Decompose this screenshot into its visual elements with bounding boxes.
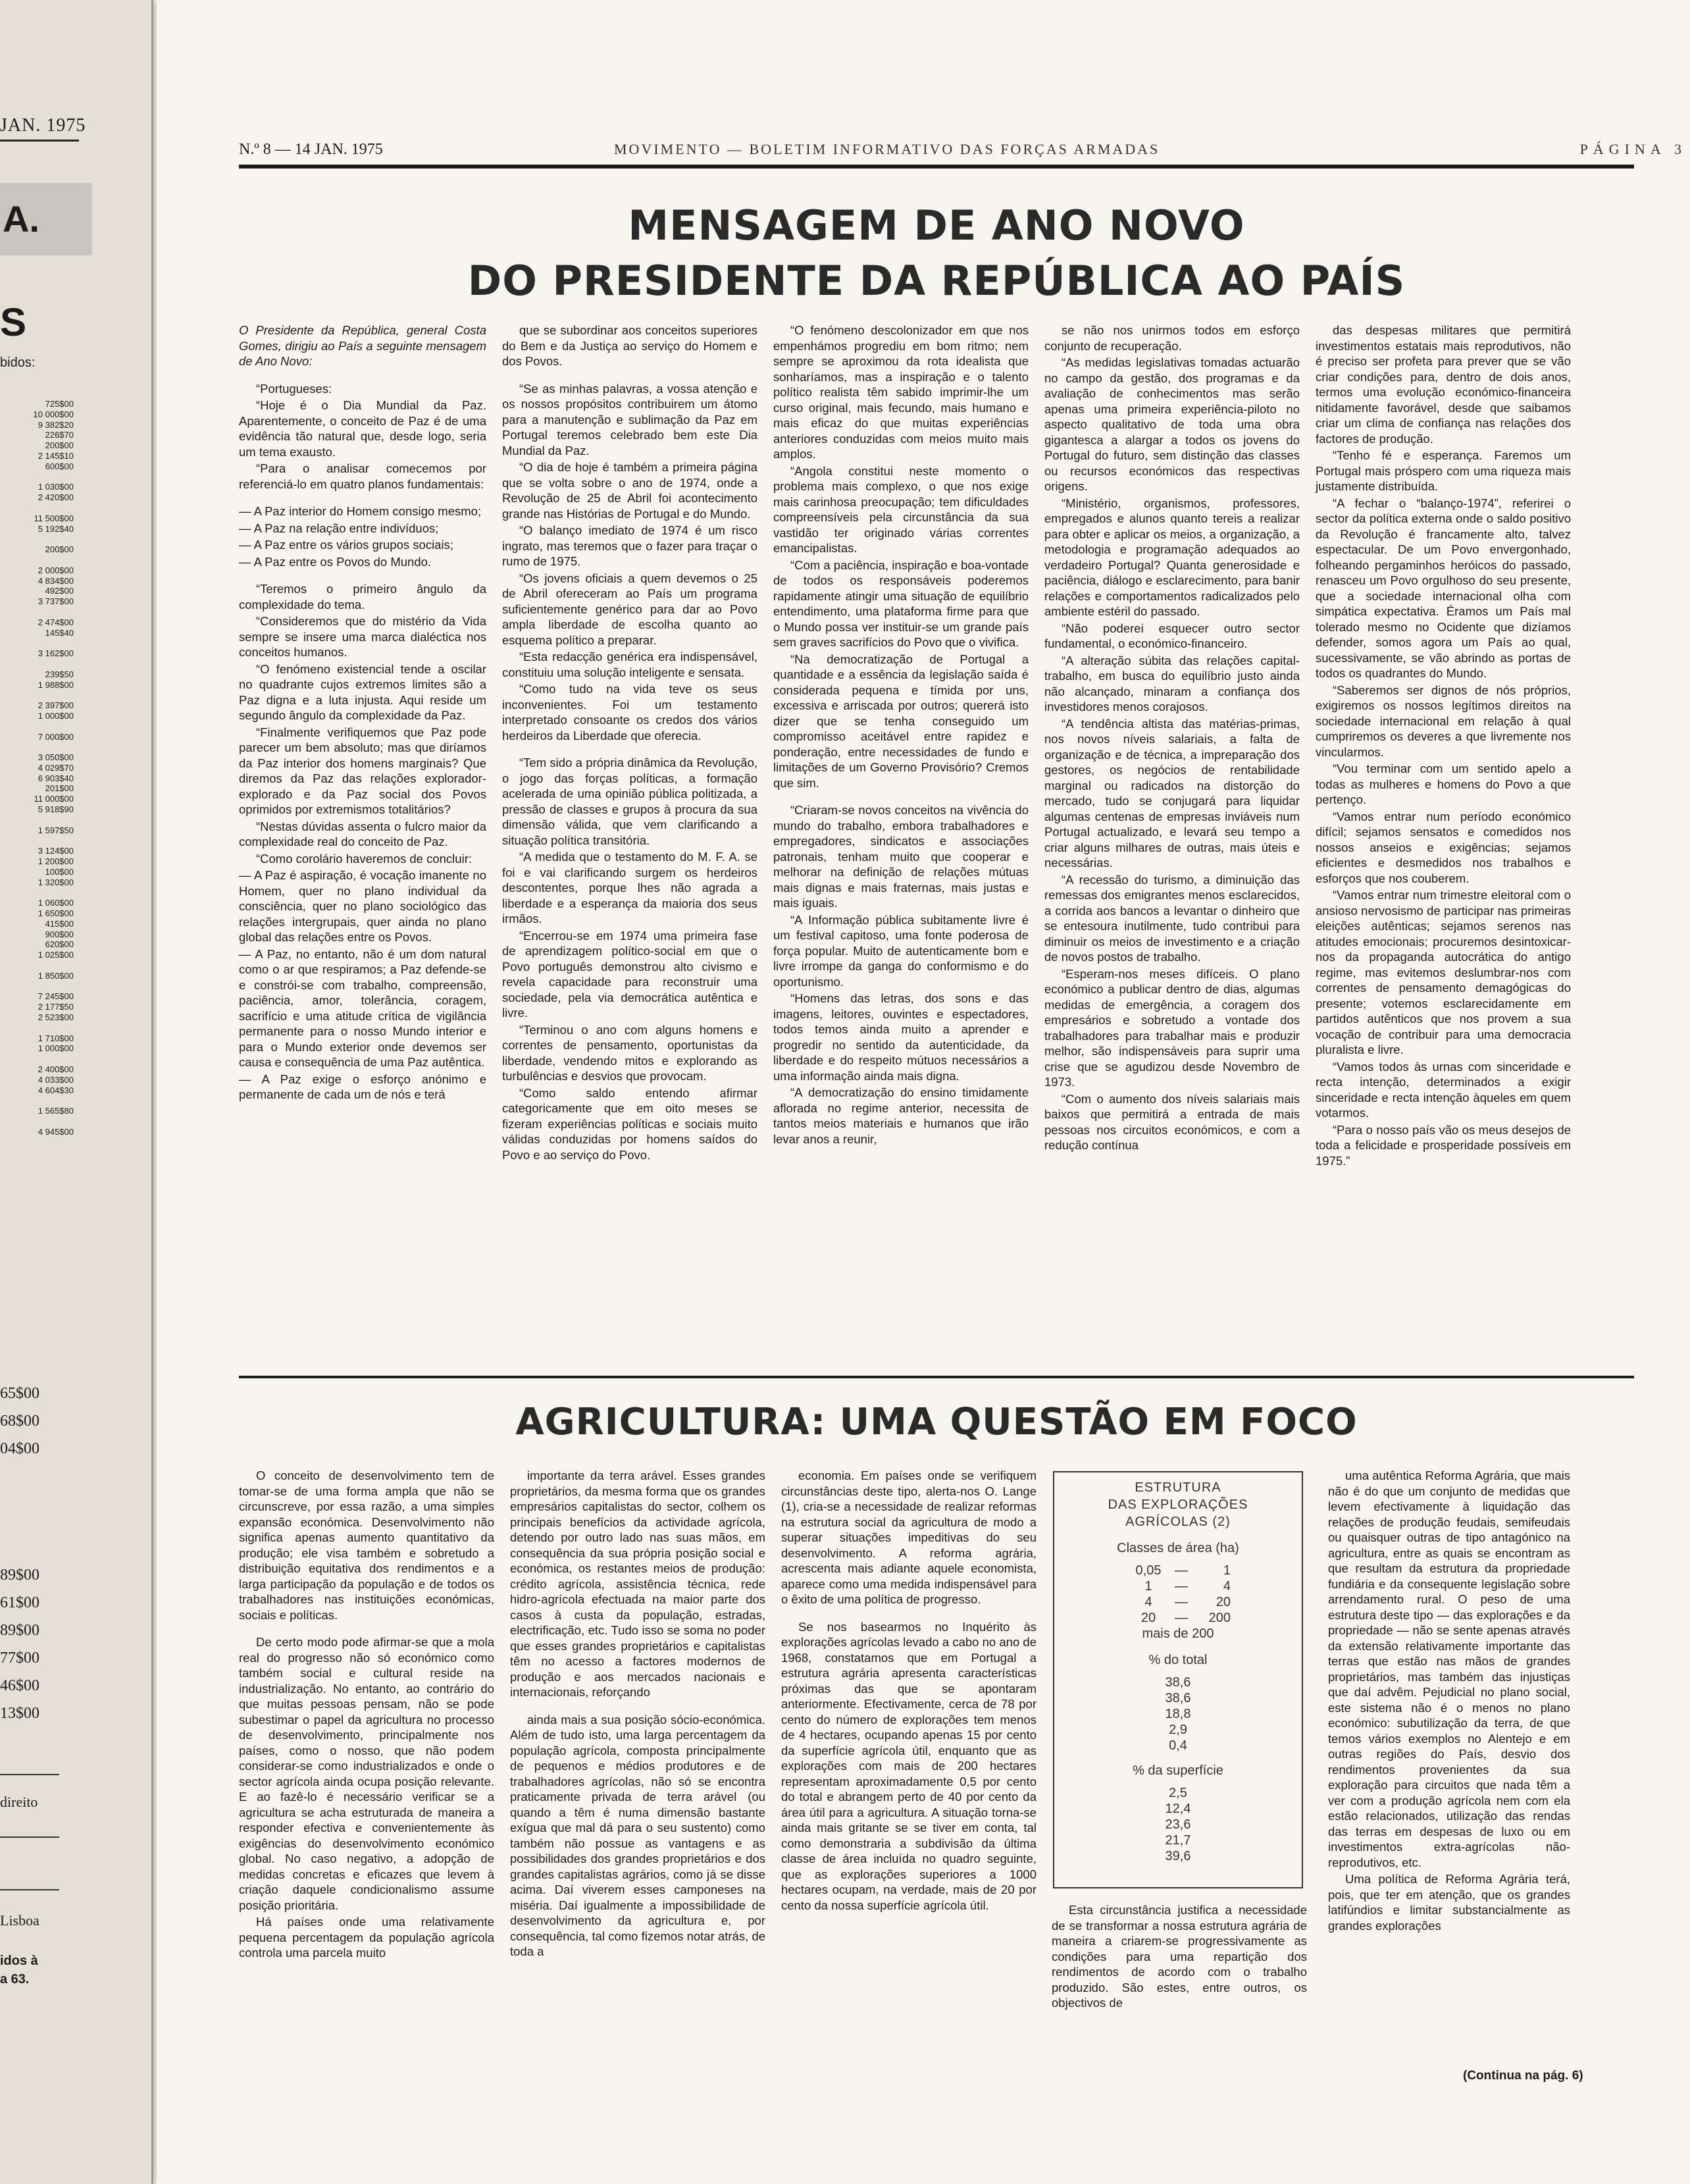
newspaper-page	[157, 0, 1690, 2184]
previous-page-number: 100$00	[45, 866, 74, 877]
class-to: 200	[1208, 1611, 1231, 1625]
paragraph: ainda mais a sua posição sócio-económica. Além de tudo isto, uma larga percentagem da população agrícola, composta principalmente de pequenos e médios produtores e de trabalhadores agrícolas, não só se encontra praticamente privada de terra arável (ou quando a têm é numa dimensão bastante exígua que mal dá para o seu sustento) como também não possue as vantagens e as possibilidades dos grandes proprietários e dos grandes capitalistas agrários, como já se disse acima. Daí viverem esses camponeses na miséria. Daí igualmente a impossibilidade de desenvolvimento da agricultura e, por consequência, tal como fizemos notar atrás, de toda a	[510, 1712, 765, 1958]
previous-page-number: 1 597$50	[38, 825, 74, 835]
previous-page-number	[34, 815, 74, 825]
table-value: 2,9	[1169, 1723, 1187, 1737]
previous-page-number	[34, 721, 74, 732]
paragraph: — A Paz entre os vários grupos sociais;	[239, 538, 453, 552]
paragraph: “Como tudo na vida teve os seus inconvenientes. Foi um testamento interpretado consoante os credos dos vários herdeiros da Liberdade que oferecia.	[502, 682, 757, 742]
article2-column-3	[781, 1468, 1037, 1914]
article2-column-4	[1052, 1902, 1307, 2012]
previous-page-amounts	[0, 1380, 39, 1727]
class-from: 4	[1144, 1595, 1152, 1609]
previous-page-footnote	[0, 1952, 38, 1989]
paragraph: — A Paz na relação entre indivíduos;	[239, 521, 439, 535]
previous-page-amount: 04$00	[0, 1440, 39, 1457]
previous-page-word-lisboa: Lisboa	[0, 1912, 39, 1929]
previous-page-number: 4 604$30	[38, 1085, 74, 1095]
paragraph: Se nos basearmos no Inquérito às explorações agrícolas levado a cabo no ano de 1968, constatamos que em Portugal a estrutura agrária apresenta características próximas das que se apontaram anteriormente. Efectivamente, cerca de 78 por cento do número de explorações tem menos de 4 hectares, ocupando apenas 15 por cento da superfície agrícola útil, enquanto que as explorações com mais de 200 hectares representam aproximadamente 0,5 por cento do total e abrangem perto de 40 por cento da área útil para a agricultura. A situação torna-se ainda mais gritante se se tiver em conta, tal como demonstraria a subdivisão da última classe de área incluída no quadro seguinte, que as explorações superiores a 1000 hectares ocupam, na verdade, mais de 20 por cento da nossa superfície agrícola útil.	[781, 1619, 1037, 1912]
previous-page-rule	[0, 140, 79, 142]
paragraph: “A Informação pública subitamente livre é um festival capitoso, uma fonte poderosa de força popular. Muito de autenticamente bom e livre irrompe da ganga do conformismo e do oportunismo.	[773, 912, 1029, 989]
previous-page-number: 9 382$20	[38, 419, 74, 430]
previous-page-number: 1 650$00	[38, 908, 74, 919]
previous-page-number: 1 000$00	[38, 1043, 74, 1054]
previous-page-amount: 13$00	[0, 1705, 39, 1722]
paragraph: “Esta redacção genérica era indispensável, constituiu uma solução inteligente e sensata.	[502, 650, 757, 679]
table-title-line: ESTRUTURA	[1135, 1480, 1221, 1495]
previous-page-number: 2 000$00	[38, 565, 74, 575]
previous-page-number: 4 029$70	[38, 762, 74, 773]
previous-page-number: 620$00	[45, 939, 74, 950]
article1-headline-line1: MENSAGEM DE ANO NOVO	[628, 201, 1245, 249]
previous-page-number: 2 523$00	[38, 1012, 74, 1023]
article2-headline: AGRICULTURA: UMA QUESTÃO EM FOCO	[515, 1401, 1358, 1443]
paragraph: “Tenho fé e esperança. Faremos um Portugal mais próspero com uma riqueza mais justamente distribuída.	[1316, 448, 1571, 493]
previous-page-number: 10 000$00	[33, 409, 74, 419]
paragraph: “A tendência altista das matérias-primas, nos novos níveis salariais, a falta de organização e de técnica, a impreparação dos gestores, os negócios de rentabilidade marginal ou radicados na distorção do mercado, tudo se conjugará para liquidar algumas centenas de empresas inviáveis num Portugal actualizado, e levará seu tempo a criar alguns milhares de outras, mais úteis e necessárias.	[1044, 716, 1300, 870]
table-classes-label: Classes de área (ha)	[1117, 1541, 1239, 1555]
previous-page-number	[34, 981, 74, 992]
previous-page-number: 4 945$00	[38, 1126, 74, 1137]
previous-page-number: 3 737$00	[38, 596, 74, 607]
previous-page-number	[34, 472, 74, 482]
previous-page-number: 3 050$00	[38, 752, 74, 763]
previous-page-divider	[0, 1889, 59, 1890]
previous-page-number: 1 320$00	[38, 877, 74, 887]
previous-page-number: 3 124$00	[38, 846, 74, 856]
table-classes	[1054, 1562, 1302, 1625]
previous-page-number: 2 397$00	[38, 700, 74, 711]
previous-page-number	[34, 1095, 74, 1106]
paragraph: “Como saldo entendo afirmar categoricamente que em oito meses se fizeram experiências políticas e sociais muito válidas conduzidas por homens saídos do Povo e ao serviço do Povo.	[502, 1085, 757, 1162]
previous-page-edge	[0, 0, 153, 2184]
paragraph: “Com a paciência, inspiração e boa-vontade de todos os responsáveis poderemos rapidamente atingir uma situação de equilíbrio entendimento, uma plataforma firme para que o Mundo possa ver instituir-se um grande país sem graves sacrifícios do Povo que o vivifica.	[773, 558, 1029, 649]
previous-page-number: 2 145$10	[38, 450, 74, 461]
previous-page-divider	[0, 1836, 59, 1838]
previous-page-number: 1 988$00	[38, 679, 74, 690]
paragraph: “Vamos todos às urnas com sinceridade e recta intenção, determinados a exigir sinceridade e recta intenção àqueles em quem votarmos.	[1316, 1059, 1571, 1120]
table-value: 18,8	[1165, 1707, 1191, 1721]
paragraph: economia. Em países onde se verifiquem circunstâncias deste tipo, alerta-nos O. Lange (1), cria-se a necessidade de realizar reformas na estrutura social da agricultura de modo a superar situações impeditivas do seu desenvolvimento. A reforma agrária, acrescenta mais adiante aquele economista, aparece como uma medida indispensável para o êxito de uma política de progresso.	[781, 1469, 1037, 1606]
class-dash: —	[1175, 1563, 1188, 1578]
paragraph: “Vamos entrar num período económico difícil; sejamos sensatos e comedidos nos nossos anseios e exigências; sejamos eficientes e desmedidos nos trabalhos e esforços que nos couberem.	[1316, 809, 1571, 885]
paragraph: “Para o nosso país vão os meus desejos de toda a felicidade e prosperidade possíveis em 1975.”	[1316, 1122, 1571, 1168]
previous-page-number: 200$00	[45, 544, 74, 555]
paragraph: Uma política de Reforma Agrária terá, pois, que ter em atenção, que os grandes latifúndios e limitar substancialmente as grandes explorações	[1328, 1872, 1570, 1933]
class-from: 0,05	[1135, 1563, 1162, 1578]
article1-column-4	[1044, 323, 1300, 1155]
previous-page-number: 11 000$00	[34, 794, 74, 804]
article2-column-5	[1328, 1468, 1570, 1935]
class-from: 20	[1140, 1611, 1156, 1625]
paragraph: “Na democratização de Portugal a quantidade e a essência da legislação saída é considerada pequena e tímida por uns, excessiva e arriscada por outros; quererá isto dizer que se tenha conseguido um compromisso aceitável entre rapidez e ponderação, entre necessidades de fundo e limitações de um Governo Provisório? Cremos que sim.	[773, 652, 1029, 790]
previous-page-amount: 61$00	[0, 1594, 39, 1611]
article2-column-1	[239, 1468, 494, 1962]
previous-page-number: 1 850$00	[38, 970, 74, 981]
table-title-line: AGRÍCOLAS (2)	[1125, 1515, 1231, 1529]
previous-page-amount: 89$00	[0, 1567, 39, 1584]
previous-page-amount: 77$00	[0, 1650, 39, 1667]
paragraph: “Criaram-se novos conceitos na vivência do mundo do trabalho, embora trabalhadores e empregadores, sindicatos e associações patronais, tenham muito que cooperar e melhorar na definição de relações mútuas mais dignas e mais fraternas, mais justas e mais iguais.	[773, 803, 1029, 910]
previous-page-number: 492$00	[45, 586, 74, 596]
article1-column-5	[1316, 323, 1571, 1170]
previous-page-number	[34, 742, 74, 752]
previous-page-amount: 65$00	[0, 1385, 39, 1402]
previous-page-number: 1 565$80	[38, 1106, 74, 1116]
previous-page-number	[34, 534, 74, 544]
paragraph: “Terminou o ano com alguns homens e correntes de pensamento, oportunistas da liberdade, vendendo mitos e explorando as turbulências e desvios que provocam.	[502, 1022, 757, 1083]
previous-page-number: 201$00	[45, 783, 74, 794]
paragraph: “Os jovens oficiais a quem devemos o 25 de Abril ofereceram ao País um programa suficientemente genérico para dar ao Povo ampla liberdade de escolha quanto ao esquema político a preparar.	[502, 571, 757, 647]
footnote-line: a 63.	[0, 1972, 30, 1987]
article1-column-3	[773, 323, 1029, 1148]
previous-page-amount: 68$00	[0, 1413, 39, 1430]
paragraph: “A medida que o testamento do M. F. A. se foi e vai clarificando surgem os herdeiros descontentes, porque lhes não agrada a liberdade e a esperança da maioria dos seus irmãos.	[502, 850, 757, 925]
previous-page-number	[34, 690, 74, 700]
table-area-label: % da superfície	[1133, 1763, 1223, 1778]
previous-page-divider	[0, 1774, 59, 1775]
paragraph: “Se as minhas palavras, a vossa atenção e os nossos propósitos contribuirem um átomo para a manutenção e sublimação da Paz em Portugal teremos celebrado bem este Dia Mundial da Paz.	[502, 381, 757, 457]
previous-page-number	[34, 638, 74, 648]
page-header	[239, 141, 1690, 167]
table-title	[1054, 1479, 1302, 1530]
header-rule	[239, 165, 1634, 169]
previous-page-number: 1 060$00	[38, 898, 74, 908]
table-value: 23,6	[1165, 1817, 1191, 1832]
previous-page-number: 5 192$40	[38, 523, 74, 534]
previous-page-number: 1 025$00	[38, 950, 74, 960]
previous-page-number: 200$00	[45, 440, 74, 451]
table-area-values	[1054, 1784, 1302, 1863]
table-title-line: DAS EXPLORAÇÕES	[1108, 1497, 1248, 1512]
paragraph: “Tem sido a própria dinâmica da Revolução, o jogo das forças políticas, a formação acelerada de uma opinião pública politizada, a pressão de classes e grupos à procura da sua dimensão válida, que vem clarificando a situação política transitória.	[502, 756, 757, 847]
paragraph: “Portugueses:	[256, 381, 332, 396]
article1-column-1-text	[239, 381, 486, 1103]
paragraph: “Vamos entrar num trimestre eleitoral com o ansioso nervosismo de participar nas primeiras eleições autênticas; sejamos serenos nas atitudes emocionais; procuremos desintoxicar-nos da propaganda autocrática do antigo regime, mas evitemos deslumbrar-nos com correntes de pensamento demagógicas do presente; votemos esclarecidamente em partidos autênticos que nos provem a sua vocação de contribuir para uma democracia pluralista e livre.	[1316, 888, 1571, 1056]
table-total-values	[1054, 1674, 1302, 1753]
class-from: 1	[1144, 1579, 1152, 1594]
paragraph: “As medidas legislativas tomadas actuarão no campo da gestão, dos programas e da avaliação de conhecimentos mas serão apenas uma primeira experiência-piloto no aspecto qualitativo de toda uma obra gigantesca a alargar a todos os jovens do Portugal do futuro, sem distinção das classes ou recursos económicos das respectivas origens.	[1044, 355, 1300, 493]
class-to: 1	[1223, 1563, 1231, 1578]
paragraph: Há países onde uma relativamente pequena percentagem da população agrícola controla uma parcela muito	[239, 1915, 494, 1960]
paragraph: — A Paz exige o esforço anónimo e permanente de cada um de nós e terá	[239, 1072, 486, 1101]
paragraph: “Encerrou-se em 1974 uma primeira fase de aprendizagem político-social em que o Povo português demonstrou alto civismo e revela capacidade para reconstruir uma sociedade, pela via democrática autêntica e livre.	[502, 928, 757, 1020]
previous-page-number: 239$50	[45, 669, 74, 679]
previous-page-number: 6 903$40	[38, 773, 74, 783]
class-dash: —	[1175, 1595, 1188, 1609]
paragraph: “Angola constitui neste momento o problema mais complexo, o que nos exige mais carinhosa preocupação; tem dificuldades compreensíveis pela circunstância da sua vastidão ter originado várias correntes emancipalistas.	[773, 463, 1029, 555]
previous-page-number	[34, 960, 74, 971]
previous-page-heading-s: S	[0, 300, 27, 344]
class-to: 20	[1216, 1595, 1231, 1609]
previous-page-number: 5 918$90	[38, 804, 74, 815]
paragraph: que se subordinar aos conceitos superiores do Bem e da Justiça ao serviço do Homem e dos Povos.	[502, 323, 757, 368]
page-number: PÁGINA 3	[1579, 141, 1687, 157]
previous-page-number: 3 162$00	[38, 648, 74, 659]
previous-page-amount: 89$00	[0, 1622, 39, 1639]
previous-page-date: JAN. 1975	[0, 115, 86, 136]
paragraph: “Nestas dúvidas assenta o fulcro maior da complexidade real do conceito de Paz.	[239, 819, 486, 848]
footnote-line: idos à	[0, 1954, 38, 1968]
previous-page-number: 1 200$00	[38, 856, 74, 867]
paragraph: “Esperam-nos meses difíceis. O plano económico a publicar dentro de dias, algumas medidas de emergência, a coragem dos empresários e sobretudo a vontade dos trabalhadores para trabalhar mais e produzir melhor, são indispensáveis para suprir uma crise que se agudizou desde Novembro de 1973.	[1044, 966, 1300, 1089]
table-total-label: % do total	[1148, 1653, 1208, 1667]
agriculture-structure-table	[1053, 1471, 1303, 1888]
paragraph: “Hoje é o Dia Mundial da Paz. Aparentemente, o conceito de Paz é de uma evidência tão natural que, desde logo, seria um tema exausto.	[239, 398, 486, 459]
class-dash: —	[1175, 1611, 1188, 1625]
paragraph: “Teremos o primeiro ângulo da complexidade do tema.	[239, 582, 486, 611]
paragraph: “Vou terminar com um sentido apelo a todas as mulheres e homens do Povo a que pertenço.	[1316, 762, 1571, 806]
paragraph: — A Paz é aspiração, é vocação imanente no Homem, quer no plano individual da consciência, quer no plano sociológico das relações intergrupais, quer ainda no plano global das relações entre os Povos.	[239, 868, 486, 944]
article1-headline-line2: DO PRESIDENTE DA REPÚBLICA AO PAÍS	[467, 257, 1406, 305]
paragraph: “A democratização do ensino timidamente aflorada no regime anterior, necessita de tantos meios materiais e humanos que irão levar anos a reunir,	[773, 1085, 1029, 1146]
previous-page-number	[34, 887, 74, 898]
previous-page-number: 7 245$00	[38, 991, 74, 1002]
previous-page-numbers	[34, 399, 74, 1137]
paragraph: O conceito de desenvolvimento tem de tomar-se de uma forma ampla que não se circunscreve, por essa razão, a uma simples expansão económica. Desenvolvimento não significa apenas aumento quantitativo da produção; ele visa também e sobretudo a distribuição equitativa dos rendimentos e a larga participação da população e de todos os trabalhadores nas instituições económicas, sociais e políticas.	[239, 1469, 494, 1622]
previous-page-number	[34, 1023, 74, 1033]
paragraph: — A Paz, no entanto, não é um dom natural como o ar que respiramos; a Paz defende-se e constrói-se com trabalho, compreensão, paciência, amor, tolerância, coragem, sacrifício e uma atitude crítica de vigilância permanente para o nosso Mundo interior e para o Mundo exterior onde devemos ser causa e consequência de uma Paz autêntica.	[239, 947, 486, 1069]
table-value: 38,6	[1165, 1675, 1191, 1690]
previous-page-number	[34, 503, 74, 513]
table-class-row	[1054, 1562, 1302, 1578]
previous-page-number: 415$00	[45, 918, 74, 929]
paragraph: se não nos unirmos todos em esforço conjunto de recuperação.	[1044, 323, 1300, 353]
previous-page-amount: 46$00	[0, 1677, 39, 1694]
article1-intro: O Presidente da República, general Costa Gomes, dirigiu ao País a seguinte mensagem de Ano Novo:	[239, 323, 486, 368]
section-separator	[239, 1376, 1634, 1378]
article2-column-2	[510, 1468, 765, 1961]
paragraph: “A fechar o “balanço-1974”, referirei o sector da política externa onde o saldo positivo da Revolução é francamente alto, talvez espectacular. De um Povo envergonhado, folheando pergaminhos heróicos do passado, renasceu um Povo orgulhoso do seu presente, que a sociedade internacional olha com simpática expectativa. Éramos um País mal tolerado mesmo no Ocidente que dizíamos defender, somos agora um País ao qual, sucessivamente, se vão abrindo as portas de todos os quadrantes do Mundo.	[1316, 496, 1571, 680]
previous-page-number: 1 000$00	[38, 710, 74, 721]
continued-note: (Continua na pág. 6)	[1463, 2069, 1583, 2083]
previous-page-number: 226$70	[45, 430, 74, 440]
previous-page-number: 4 834$00	[38, 575, 74, 586]
paragraph: “O fenómeno descolonizador em que nos empenhámos progrediu em bom ritmo; nem sempre se aproximou da rota idealista que sonharíamos, mas a inspiração e o talento político realista têm sabido imprimir-lhe um curso original, mais fecundo, mais humano e mais eficaz do que muitas experiências anteriores conduzidas com meios muito mais amplos.	[773, 323, 1029, 461]
paragraph: “Saberemos ser dignos de nós próprios, exigiremos os nossos legítimos direitos na sociedade internacional em relação à qual cumpriremos os deveres a que livremente nos vincularmos.	[1316, 683, 1571, 759]
previous-page-number: 2 177$50	[38, 1002, 74, 1012]
previous-page-number: 11 500$00	[34, 513, 74, 523]
paragraph: “O dia de hoje é também a primeira página que se volta sobre o ano de 1974, onde a Revolução de 25 de Abril foi acontecimento grande nas Histórias de Portugal e do Mundo.	[502, 460, 757, 521]
class-dash: —	[1175, 1579, 1188, 1594]
previous-page-number	[34, 1054, 74, 1064]
paragraph: “Finalmente verifiquemos que Paz pode parecer um bem absoluto; mas que diríamos da Paz interior dos homens marginais? Que diremos da Paz das relações explorador-explorado e da Paz social dos Povos oprimidos por extremismos totalitários?	[239, 725, 486, 816]
previous-page-number	[34, 555, 74, 565]
previous-page-number	[34, 659, 74, 669]
table-class-row	[1054, 1609, 1302, 1625]
paragraph: “A alteração súbita das relações capital-trabalho, em busca do equilíbrio justo ainda não alcançado, minaram a confiança dos investidores menos corajosos.	[1044, 653, 1300, 714]
paragraph: “A recessão do turismo, a diminuição das remessas dos emigrantes menos esclarecidos, a corrida aos bancos a levantar o dinheiro que se entesoura inutilmente, tudo contribui para diminuir os meios de investimento e a criação de novos postos de trabalho.	[1044, 872, 1300, 964]
article1-column-2	[502, 323, 757, 1164]
paragraph: — A Paz entre os Povos do Mundo.	[239, 554, 432, 569]
previous-page-number: 7 000$00	[38, 731, 74, 742]
previous-page-number	[34, 607, 74, 617]
table-value: 38,6	[1165, 1691, 1191, 1705]
previous-page-number: 145$40	[45, 627, 74, 638]
table-value: 2,5	[1169, 1786, 1187, 1800]
table-class-row	[1054, 1594, 1302, 1609]
article1-column-1	[239, 323, 486, 1104]
class-to: 4	[1223, 1579, 1231, 1594]
paragraph: das despesas militares que permitirá investimentos estatais mais reprodutivos, não é preciso ser profeta para prever que se vão criar condições para, dentro de dois anos, termos uma evolução económico-financeira nitidamente favorável, desde que saibamos criar um clima de confiança nas relações dos factores de produção.	[1316, 323, 1571, 446]
table-class-row	[1054, 1578, 1302, 1594]
table-last-class: mais de 200	[1142, 1626, 1214, 1641]
publication-title: MOVIMENTO — BOLETIM INFORMATIVO DAS FORÇAS ARMADAS	[614, 141, 1160, 157]
paragraph: “Consideremos que do mistério da Vida sempre se insere uma marca dialéctica nos conceitos humanos.	[239, 614, 486, 659]
previous-page-number	[34, 1116, 74, 1127]
previous-page-number: 600$00	[45, 461, 74, 471]
paragraph: importante da terra arável. Esses grandes proprietários, da mesma forma que os grandes empresários capitalistas do sector, colhem os principais benefícios da actividade agrícola, detendo por outro lado nas suas mãos, em consequência da sua própria posição social e económica, os restantes meios de produção: crédito agrícola, assistência técnica, rede hidro-agrícola efectuada na maior parte dos casos à custa da população, estradas, electrificação, etc. Tudo isso se soma no poder que esses grandes proprietários e capitalistas têm no acesso a factores modernos de produção e aos mercados nacionais e internacionais, reforçando	[510, 1469, 765, 1699]
previous-page-number: 4 033$00	[38, 1074, 74, 1085]
table-value: 0,4	[1169, 1738, 1187, 1753]
previous-page-word-direito: direito	[0, 1794, 38, 1810]
previous-page-number: 1 710$00	[38, 1033, 74, 1043]
issue-date: N.º 8 — 14 JAN. 1975	[239, 141, 383, 158]
paragraph: Esta circunstância justifica a necessidade de se transformar a nossa estrutura agrária de maneira a criarem-se progressivamente as condições para uma repartição dos rendimentos de acordo com o trabalho produzido. São estes, entre outros, os objectivos de	[1052, 1903, 1307, 2010]
table-value: 39,6	[1165, 1849, 1191, 1863]
paragraph: “Para o analisar comecemos por referenciá-lo em quatro planos fundamentais:	[239, 461, 486, 491]
paragraph: uma autêntica Reforma Agrária, que mais não é do que um conjunto de medidas que levem efectivamente à liquidação das relações de produção feudais, semifeudais ou quaisquer outras de tipo antagónico na agricultura, entre as quais se encontram as que resultam da estrutura da propriedade fundiária e da consequente legislação sobre arrendamento rural. O peso de uma estrutura deste tipo — das explorações e da propriedade — não se sente apenas através da extensão relativamente importante das terras que estão nas mãos de grandes proprietários, mas também das injustiças que daí advêm. Pejudicial no plano social, este sistema não é o menos no plano económico: subutilização da terra, de que temos vários exemplos no Alentejo e em outras regiões do País, desvio dos rendimentos provenientes da sua exploração para circuitos que nada têm a ver com a produção agrícola nem com ela estão relacionados, utilização das rendas das terras em despesas de luxo ou em investimentos extra-agrícolas não-reprodutivos, etc.	[1328, 1469, 1570, 1869]
paragraph: “O fenómeno existencial tende a oscilar no quadrante cujos extremos limites são a Paz digna e a luta injusta. Aqui reside um segundo ângulo da complexidade da Paz.	[239, 662, 486, 722]
previous-page-number: 2 420$00	[38, 492, 74, 503]
paragraph: De certo modo pode afirmar-se que a mola real do progresso não só económico como também social e cultural reside na industrialização. No entanto, ao contrário do que muitas pessoas pensam, não se pode subestimar o papel da agricultura no processo de desenvolvimento, principalmente nos países, como o nosso, que não podem considerar-se como industrializados e onde o sector agrícola ainda ocupa posição relevante. E ao fazê-lo é necessário verificar se a agricultura se acha estruturada de maneira a responder efectiva e convenientemente às exigências do desenvolvimento económico global. No caso negativo, a adopção de medidas concretas e eficazes que levem à criação daquele condicionalismo assume posição prioritária.	[239, 1635, 494, 1912]
paragraph: — A Paz interior do Homem consigo mesmo;	[239, 504, 482, 518]
paragraph: “Homens das letras, dos sons e das imagens, leitores, ouvintes e espectadores, todos temos ainda muito a aprender e progredir no sentido da autenticidade, da liberdade e do respeito mútuos necessários a uma informação ainda mais digna.	[773, 991, 1029, 1083]
previous-page-number	[34, 835, 74, 846]
paragraph: “O balanço imediato de 1974 é um risco ingrato, mas teremos que o fazer para traçar o rumo de 1975.	[502, 523, 757, 568]
paragraph: “Ministério, organismos, professores, empregados e alunos quanto tereis a realizar para obter e aplicar os meios, a organização, a metodologia e programação adequados ao verdadeiro Portugal? Quanta generosidade e paciência, diálogo e esclarecimento, para banir relações e comportamentos radicalizados pelo ambiente estéril do passado.	[1044, 496, 1300, 618]
table-value: 21,7	[1165, 1833, 1191, 1848]
previous-page-heading-a: A.	[0, 183, 92, 255]
paragraph: “Não poderei esquecer outro sector fundamental, o económico-financeiro.	[1044, 621, 1300, 650]
previous-page-label: bidos:	[0, 355, 36, 370]
table-value: 12,4	[1165, 1802, 1191, 1816]
paragraph: “Como corolário haveremos de concluir:	[256, 851, 472, 866]
previous-page-number: 725$00	[45, 399, 74, 409]
previous-page-number: 2 474$00	[38, 617, 74, 627]
previous-page-number: 2 400$00	[38, 1064, 74, 1074]
paragraph: “Com o aumento dos níveis salariais mais baixos que permitirá a entrada de mais pessoas nos circuitos económicos, e com a redução contínua	[1044, 1091, 1300, 1152]
previous-page-number: 1 030$00	[38, 482, 74, 492]
previous-page-number: 900$00	[45, 929, 74, 939]
